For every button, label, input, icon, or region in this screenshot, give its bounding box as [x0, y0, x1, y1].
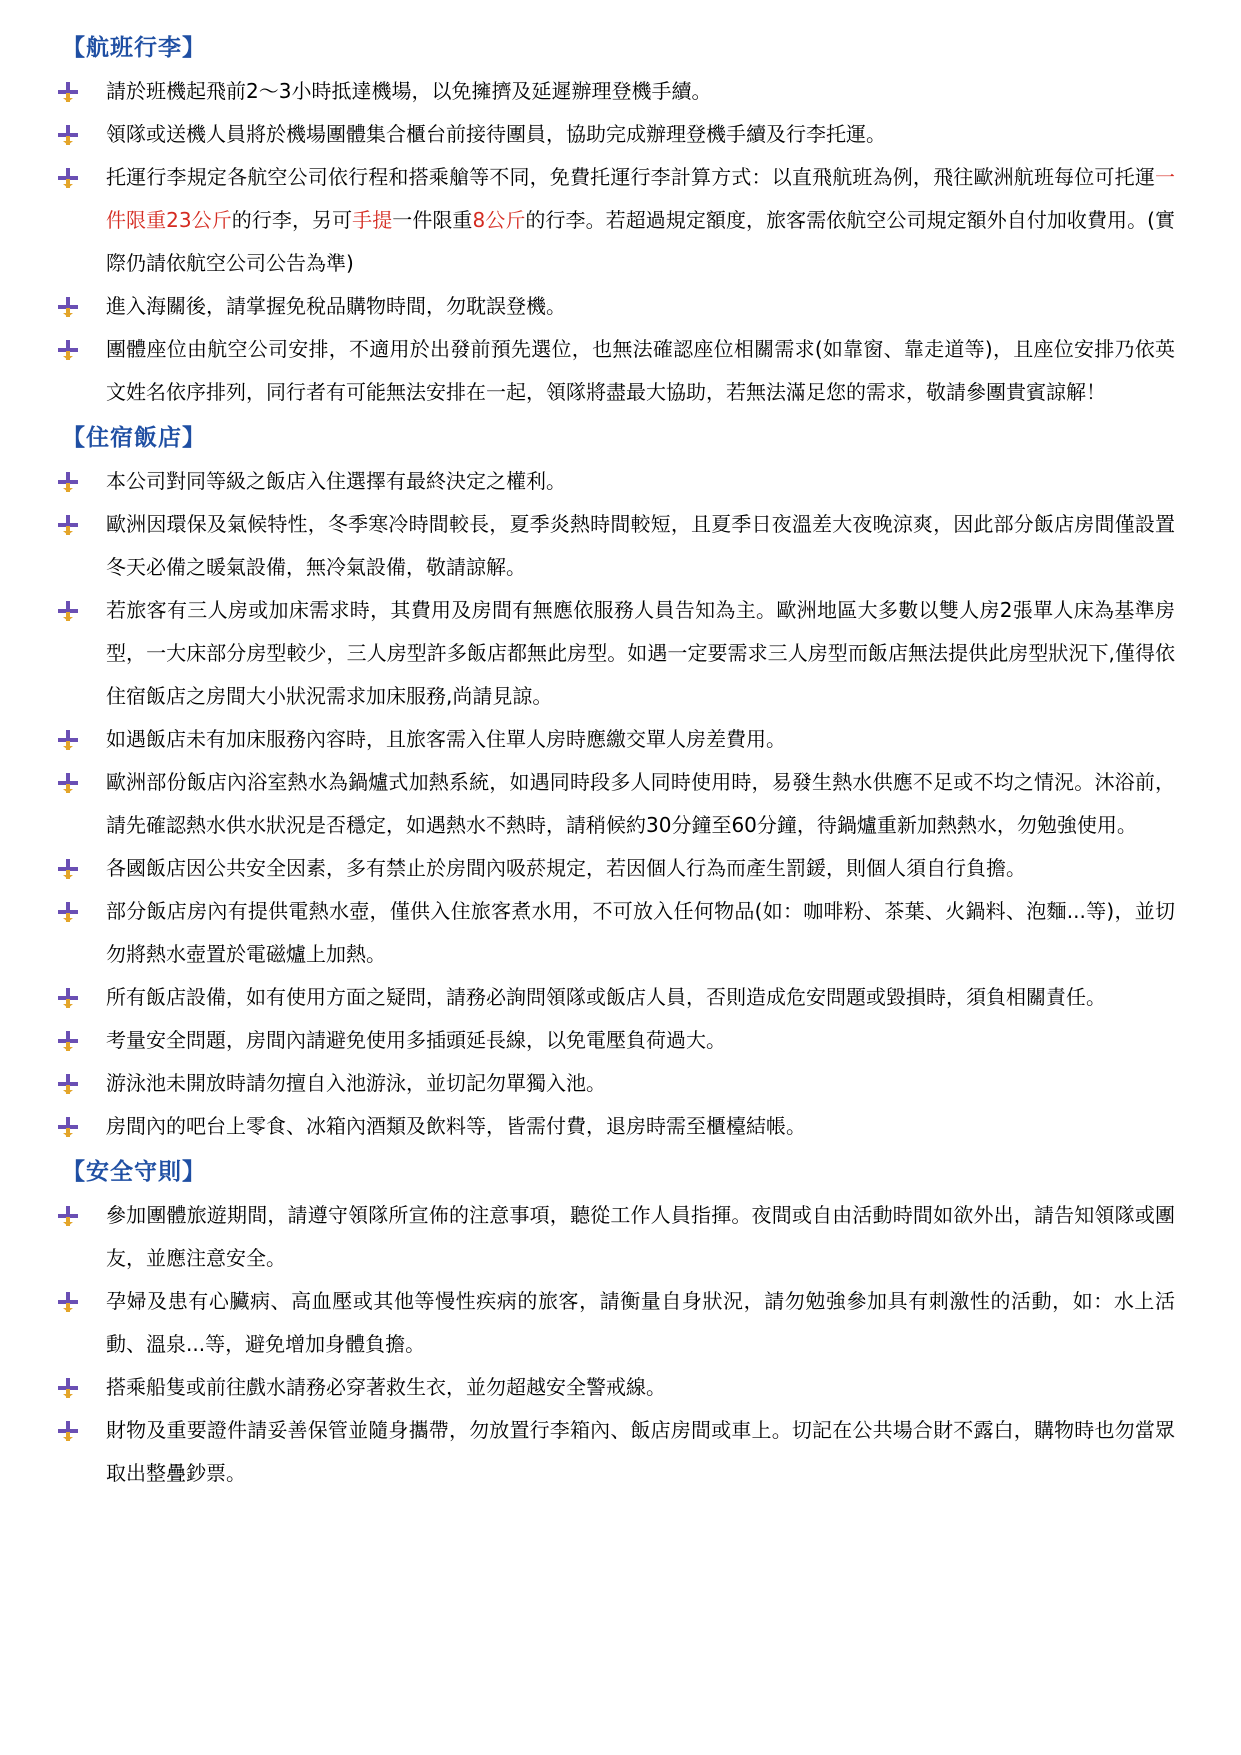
pushpin-arrow-icon [58, 730, 78, 750]
item-text: 部分飯店房內有提供電熱水壺，僅供入住旅客煮水用，不可放入任何物品(如：咖啡粉、茶葉、火鍋料、泡麵...等)，並切勿將熱水壺置於電磁爐上加熱。 [106, 899, 1175, 966]
list-item [58, 113, 1175, 156]
item-text: 的行李。若超過規定額度，旅客需依航空公司規定額外自付加收費用。(實際仍請依航空公司公告為準) [106, 208, 1176, 275]
pushpin-arrow-icon [58, 1292, 78, 1312]
pushpin-arrow-icon [58, 1031, 78, 1051]
section-title: 【航班行李】 [62, 35, 206, 61]
list-item [58, 1409, 1175, 1495]
item-text: 領隊或送機人員將於機場團體集合櫃台前接待團員，協助完成辦理登機手續及行李托運。 [106, 122, 886, 146]
pushpin-arrow-icon [58, 859, 78, 879]
highlighted-text: 手提 [352, 208, 393, 232]
pushpin-arrow-icon [58, 902, 78, 922]
item-text: 孕婦及患有心臟病、高血壓或其他等慢性疾病的旅客，請衡量自身狀況，請勿勉強參加具有刺激性的活動，如：水上活動、溫泉...等，避免增加身體負擔。 [106, 1289, 1175, 1356]
item-text: 所有飯店設備，如有使用方面之疑問，請務必詢問領隊或飯店人員，否則造成危安問題或毀損時，須負相關責任。 [106, 985, 1106, 1009]
pushpin-arrow-icon [58, 125, 78, 145]
pushpin-arrow-icon [58, 472, 78, 492]
list-item [58, 718, 1175, 761]
item-text: 請於班機起飛前2～3小時抵達機場，以免擁擠及延遲辦理登機手續。 [106, 79, 712, 103]
pushpin-arrow-icon [58, 988, 78, 1008]
pushpin-arrow-icon [58, 297, 78, 317]
list-item [58, 1062, 1175, 1105]
pushpin-arrow-icon [58, 1117, 78, 1137]
item-text: 各國飯店因公共安全因素，多有禁止於房間內吸菸規定，若因個人行為而產生罰鍰，則個人須自行負擔。 [106, 856, 1026, 880]
section-title: 【安全守則】 [62, 1159, 206, 1185]
highlighted-text: 8公斤 [472, 208, 526, 232]
section-list [58, 1194, 1175, 1495]
item-text: 若旅客有三人房或加床需求時，其費用及房間有無應依服務人員告知為主。歐洲地區大多數以雙人房2張單人床為基準房型，一大床部分房型較少，三人房型許多飯店都無此房型。如遇一定要需求三人房型而飯店無法提供此房型狀況下,僅得依住宿飯店之房間大小狀況需求加床服務,尚請見諒。 [106, 598, 1175, 708]
list-item [58, 1366, 1175, 1409]
item-text: 的行李，另可 [231, 208, 353, 232]
list-item [58, 460, 1175, 503]
item-text: 考量安全問題，房間內請避免使用多插頭延長線，以免電壓負荷過大。 [106, 1028, 726, 1052]
pushpin-arrow-icon [58, 82, 78, 102]
list-item [58, 847, 1175, 890]
pushpin-arrow-icon [58, 340, 78, 360]
list-item [58, 328, 1175, 414]
pushpin-arrow-icon [58, 515, 78, 535]
list-item [58, 1105, 1175, 1148]
list-item [58, 285, 1175, 328]
section-list [58, 70, 1175, 414]
list-item [58, 1280, 1175, 1366]
item-text: 托運行李規定各航空公司依行程和搭乘艙等不同，免費托運行李計算方式：以直飛航班為例，飛往歐洲航班每位可托運 [106, 165, 1155, 189]
pushpin-arrow-icon [58, 1074, 78, 1094]
list-item [58, 976, 1175, 1019]
list-item [58, 70, 1175, 113]
item-text: 搭乘船隻或前往戲水請務必穿著救生衣，並勿超越安全警戒線。 [106, 1375, 666, 1399]
pushpin-arrow-icon [58, 1378, 78, 1398]
list-item [58, 1194, 1175, 1280]
list-item [58, 589, 1175, 718]
pushpin-arrow-icon [58, 773, 78, 793]
item-text: 進入海關後，請掌握免稅品購物時間，勿耽誤登機。 [106, 294, 566, 318]
list-item [58, 1019, 1175, 1062]
pushpin-arrow-icon [58, 601, 78, 621]
list-item [58, 503, 1175, 589]
item-text: 如遇飯店未有加床服務內容時，且旅客需入住單人房時應繳交單人房差費用。 [106, 727, 786, 751]
section-title: 【住宿飯店】 [62, 425, 206, 451]
item-text: 房間內的吧台上零食、冰箱內酒類及飲料等，皆需付費，退房時需至櫃檯結帳。 [106, 1114, 806, 1138]
pushpin-arrow-icon [58, 168, 78, 188]
list-item [58, 890, 1175, 976]
item-text: 歐洲因環保及氣候特性，冬季寒冷時間較長，夏季炎熱時間較短，且夏季日夜溫差大夜晚涼爽，因此部分飯店房間僅設置冬天必備之暖氣設備，無冷氣設備，敬請諒解。 [106, 512, 1175, 579]
pushpin-arrow-icon [58, 1206, 78, 1226]
item-text: 一件限重 [392, 208, 473, 232]
item-text: 參加團體旅遊期間，請遵守領隊所宣佈的注意事項，聽從工作人員指揮。夜間或自由活動時間如欲外出，請告知領隊或團友，並應注意安全。 [106, 1203, 1175, 1270]
list-item [58, 156, 1175, 285]
item-text: 本公司對同等級之飯店入住選擇有最終決定之權利。 [106, 469, 566, 493]
item-text: 歐洲部份飯店內浴室熱水為鍋爐式加熱系統，如遇同時段多人同時使用時，易發生熱水供應不足或不均之情況。沐浴前，請先確認熱水供水狀況是否穩定，如遇熱水不熱時，請稍候約30分鐘至60分鐘，待鍋爐重新加熱熱水，勿勉強使用。 [106, 770, 1175, 837]
highlighted-text: 一件限重23公斤 [106, 165, 1175, 232]
item-text: 游泳池未開放時請勿擅自入池游泳，並切記勿單獨入池。 [106, 1071, 606, 1095]
section-list [58, 460, 1175, 1148]
item-text: 財物及重要證件請妥善保管並隨身攜帶，勿放置行李箱內、飯店房間或車上。切記在公共場合財不露白，購物時也勿當眾取出整疊鈔票。 [106, 1418, 1175, 1485]
item-text: 團體座位由航空公司安排，不適用於出發前預先選位，也無法確認座位相關需求(如靠窗、靠走道等)，且座位安排乃依英文姓名依序排列，同行者有可能無法安排在一起，領隊將盡最大協助，若無法滿足您的需求，敬請參團貴賓諒解！ [106, 337, 1175, 404]
pushpin-arrow-icon [58, 1421, 78, 1441]
list-item [58, 761, 1175, 847]
